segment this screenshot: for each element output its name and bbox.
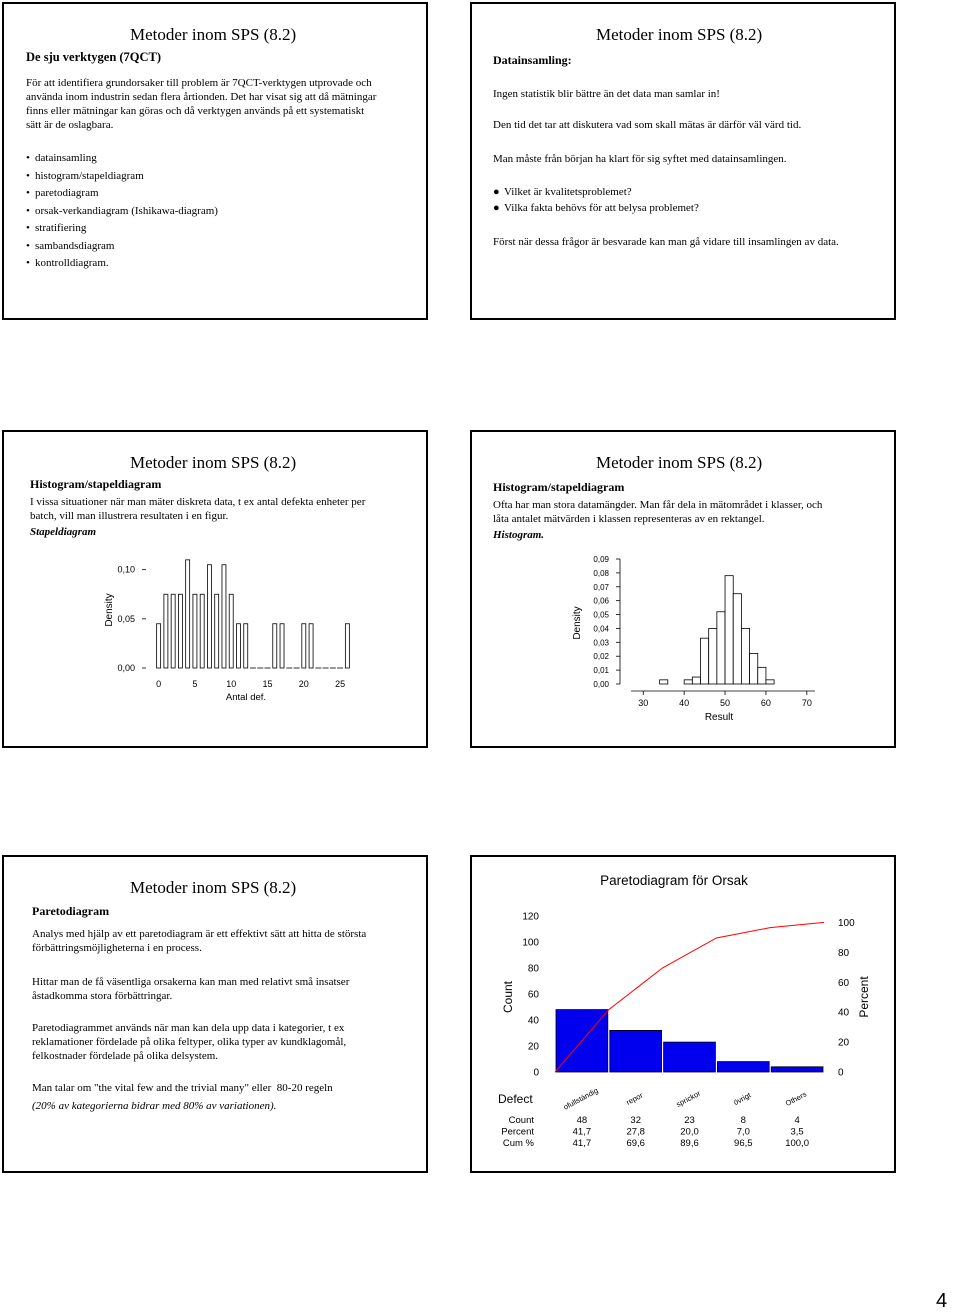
text-paragraph: Ofta har man stora datamängder. Man får dela in mätområdet i klasser, och låta antalet mätvärden i klassen representeras av en rektangel. (493, 499, 823, 525)
table-cell: 41,7 (572, 1138, 592, 1149)
y-tick-label: 0,00 (117, 663, 135, 673)
page-number: 4 (936, 1290, 948, 1312)
bar (164, 594, 168, 668)
table-row-label: Percent (501, 1126, 534, 1138)
y-tick-label-right: 0 (838, 1067, 844, 1079)
slide-title: Metoder inom SPS (8.2) (596, 25, 763, 44)
y-tick-label: 40 (527, 1015, 539, 1027)
slide-heading: Paretodiagram (32, 904, 110, 918)
table-cell: 27,8 (626, 1126, 645, 1138)
y-tick-label: 0,00 (593, 680, 609, 689)
x-axis-label: Result (704, 712, 734, 723)
table-row-label: Cum % (502, 1138, 534, 1149)
chart-caption: Histogram. (493, 529, 545, 541)
bar (345, 624, 349, 668)
y-tick-label: 0,05 (593, 610, 609, 620)
slide-heading: De sju verktygen (7QCT) (26, 50, 162, 64)
tool-list (26, 150, 218, 273)
question-list (493, 184, 699, 216)
paragraph-5: (20% av kategorierna bidrar med 80% av variationen). (32, 1100, 277, 1112)
slide-title: Metoder inom SPS (8.2) (130, 878, 297, 897)
bar (725, 576, 733, 684)
list-item: • sambandsdiagram (26, 239, 115, 252)
slide-title: Metoder inom SPS (8.2) (596, 453, 763, 472)
bar (302, 624, 306, 668)
chart-title: Paretodiagram för Orsak (600, 873, 748, 888)
x-tick-label: 5 (192, 679, 198, 689)
y-tick-label: 0,01 (593, 666, 609, 676)
y-axis-label: Count (501, 980, 515, 1014)
y-tick-label: 0,06 (593, 596, 609, 606)
y-tick-label-right: 100 (838, 917, 855, 929)
bar (200, 594, 204, 668)
x-tick-label: 50 (720, 698, 731, 708)
table-cell: 3,5 (790, 1126, 804, 1138)
x-tick-label: 25 (335, 679, 346, 689)
x-tick-label: 10 (226, 679, 237, 689)
slide-pareto-text (2, 855, 428, 1173)
bar (664, 1042, 716, 1072)
x-tick-label: 15 (262, 679, 273, 689)
table-cell: 96,5 (734, 1138, 753, 1149)
bar (660, 680, 668, 684)
bar (733, 594, 741, 684)
bar (207, 565, 211, 668)
y-tick-label: 120 (522, 911, 539, 923)
paragraph-3: Paretodiagrammet används när man kan dela upp data i kategorier, t ex reklamationer fördelade på olika feltyper, olika typer av kundklagomål, felkostnader fördelade på olika delsystem. (32, 1022, 347, 1062)
category-label: repor (624, 1090, 645, 1107)
y-tick-label-right: 60 (838, 977, 850, 989)
slide-histogram (470, 430, 896, 748)
bar (273, 624, 277, 668)
y-tick-label: 0,07 (593, 582, 609, 592)
slide-heading: Datainsamling: (493, 53, 572, 67)
bar (750, 653, 758, 684)
list-item: • datainsamling (26, 152, 97, 164)
x-tick-label: 40 (679, 698, 690, 708)
y-tick-label: 60 (527, 989, 539, 1001)
table-cell: 23 (684, 1115, 695, 1126)
y-tick-label: 0,08 (593, 568, 609, 578)
text-paragraph: I vissa situationer när man mäter diskreta data, t ex antal defekta enheter per batch, vill man illustrera resultaten i en figur. (30, 496, 366, 522)
slide-seven-tools (2, 2, 428, 320)
table-cell: 48 (576, 1115, 588, 1126)
list-item: • histogram/stapeldiagram (26, 169, 144, 182)
pareto-chart (472, 857, 894, 1171)
x-tick-label: 20 (298, 679, 309, 689)
y-tick-label: 100 (522, 937, 539, 949)
category-label: Others (783, 1089, 808, 1109)
category-label: sprickor (674, 1088, 703, 1109)
paragraph-4: Man talar om "the vital few and the trivial many" eller 80-20 regeln (32, 1082, 333, 1094)
text-line: Ingen statistik blir bättre än det data man samlar in! (493, 88, 720, 100)
x-tick-label: 60 (760, 698, 771, 708)
bar (610, 1030, 662, 1072)
slide-heading: Histogram/stapeldiagram (30, 477, 162, 491)
y-tick-label: 80 (527, 963, 539, 975)
bar (157, 624, 161, 668)
bar (758, 667, 766, 684)
bar (244, 624, 248, 668)
histogram-chart (557, 547, 817, 727)
list-item: ● Vilka fakta behövs för att belysa problemet? (493, 202, 699, 214)
bar (186, 560, 190, 668)
table-cell: 69,6 (626, 1138, 645, 1149)
text-line: Man måste från början ha klart för sig syftet med datainsamlingen. (493, 153, 787, 165)
table-cell: 4 (794, 1115, 800, 1126)
list-item: • orsak-verkandiagram (Ishikawa-diagram) (26, 204, 218, 217)
y-tick-label-right: 20 (838, 1037, 850, 1049)
bar (717, 612, 725, 684)
bar (709, 628, 717, 684)
bar (741, 628, 749, 684)
table-cell: 20,0 (680, 1126, 699, 1138)
list-item: • kontrolldiagram. (26, 257, 109, 269)
y-tick-label: 0 (533, 1067, 539, 1079)
category-label: ofullständig (561, 1085, 600, 1112)
text-line: Den tid det tar att diskutera vad som skall mätas är därför väl värd tid. (493, 119, 802, 131)
bar (236, 624, 240, 668)
bar (280, 624, 284, 668)
table-cell: 41,7 (572, 1126, 592, 1138)
slide-data-collection (470, 2, 896, 320)
y-tick-label-right: 40 (838, 1007, 850, 1019)
y-tick-label-right: 80 (838, 947, 850, 959)
bar (717, 1062, 769, 1072)
slide-pareto-chart (470, 855, 896, 1173)
table-header-label: Defect (498, 1092, 533, 1106)
y-tick-label: 0,03 (593, 638, 609, 648)
bar (701, 638, 709, 684)
bar (193, 594, 197, 668)
bar (309, 624, 313, 668)
y-tick-label: 20 (527, 1041, 539, 1053)
bar (215, 594, 219, 668)
list-item: • paretodiagram (26, 187, 99, 199)
y-axis-label: Density (572, 606, 583, 640)
bar (171, 594, 175, 668)
y-tick-label: 0,05 (117, 613, 135, 624)
text-line: Först när dessa frågor är besvarade kan man gå vidare till insamlingen av data. (493, 236, 839, 248)
bar (771, 1067, 823, 1072)
y-tick-label: 0,10 (117, 564, 135, 575)
bar (229, 594, 233, 668)
table-cell: 89,6 (680, 1138, 699, 1149)
slide-heading: Histogram/stapeldiagram (493, 480, 625, 494)
x-axis-label: Antal def. (225, 692, 267, 703)
table-cell: 32 (630, 1115, 641, 1126)
paragraph-1: Analys med hjälp av ett paretodiagram är ett effektivt sätt att hitta de största förbättringsmöjligheterna i en process. (32, 928, 367, 954)
y-tick-label: 0,04 (593, 624, 609, 634)
y-tick-label: 0,09 (593, 555, 609, 564)
paragraph-2: Hittar man de få väsentliga orsakerna kan man med relativt små insatser åstadkomma stora förbättringar. (32, 976, 350, 1002)
bar-chart (84, 542, 374, 712)
table-row-label: Count (508, 1115, 534, 1126)
table-cell: 100,0 (785, 1138, 809, 1149)
y-tick-label: 0,02 (593, 652, 609, 662)
bar (178, 594, 182, 668)
bar (692, 677, 700, 684)
slide-title: Metoder inom SPS (8.2) (130, 453, 297, 472)
list-item: • stratifiering (26, 222, 87, 234)
intro-paragraph: För att identifiera grundorsaker till problem är 7QCT-verktygen utprovade och använda inom industrin sedan flera årtionden. Det har visat sig att då mätningar finns eller mätningar kan göras och då verktygen används på ett systematiskt sätt är de oslagbara. (26, 77, 377, 131)
bar (222, 565, 226, 668)
x-tick-label: 0 (156, 679, 162, 689)
list-item: ● Vilket är kvalitetsproblemet? (493, 186, 632, 198)
chart-caption: Stapeldiagram (30, 526, 97, 538)
slide-title: Metoder inom SPS (8.2) (130, 25, 297, 44)
table-cell: 8 (740, 1115, 746, 1126)
category-label: övrigt (731, 1090, 753, 1108)
x-tick-label: 70 (801, 698, 812, 708)
slide-bar-chart (2, 430, 428, 748)
y-axis-label: Density (104, 593, 115, 627)
table-cell: 7,0 (736, 1126, 750, 1138)
y-axis-label-right: Percent (857, 976, 871, 1018)
x-tick-label: 30 (638, 698, 649, 708)
bar (684, 680, 692, 684)
bar (766, 680, 774, 684)
